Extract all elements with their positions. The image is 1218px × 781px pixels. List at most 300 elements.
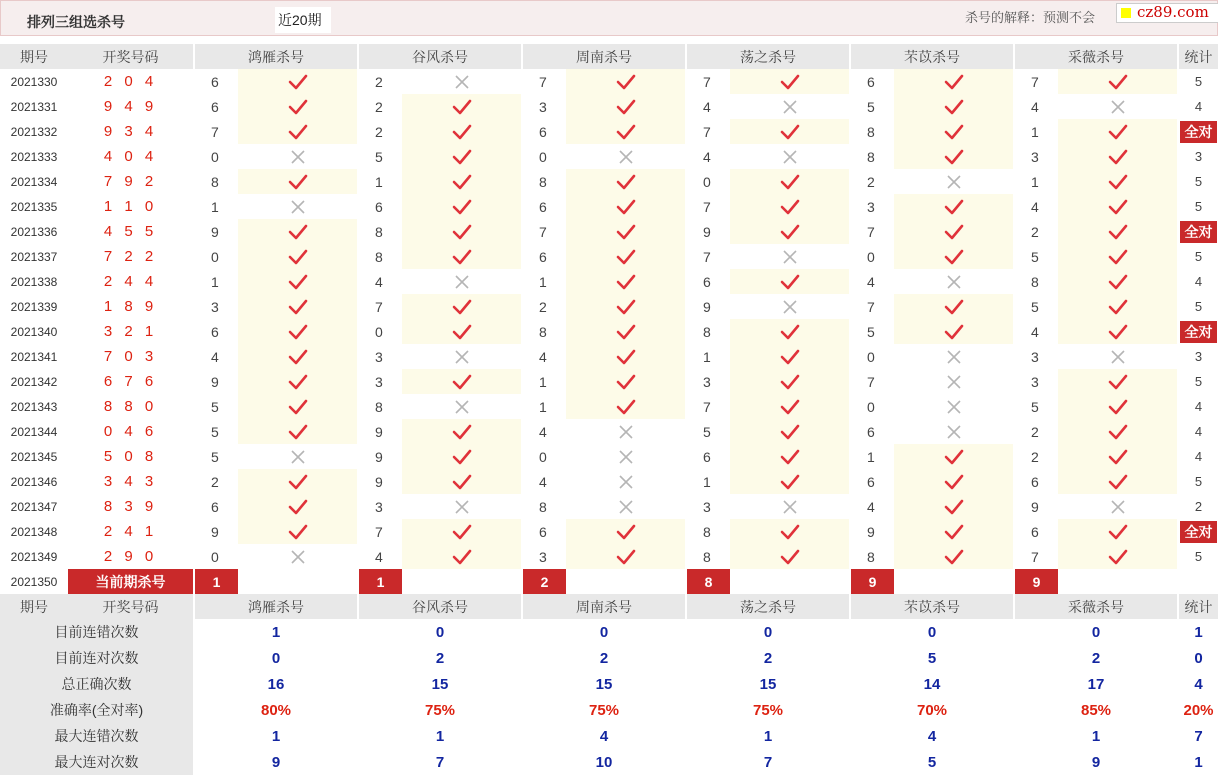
summary-stat: 0 [1178,645,1218,671]
check-icon [566,394,686,419]
cross-mark [946,399,962,415]
kill-number: 6 [358,194,402,219]
kill-number: 9 [194,219,238,244]
kill-number: 2 [850,169,894,194]
summary-label: 最大连对次数 [0,749,194,775]
draw-number: 3 4 3 [103,473,158,490]
cross-icon [566,494,686,519]
check-mark [944,74,964,90]
check-icon [1058,144,1178,169]
kill-number: 4 [1014,319,1058,344]
check-icon [238,419,358,444]
kill-number: 7 [522,69,566,94]
kill-number-table [0,44,1218,775]
draw-number: 5 0 8 [103,448,158,465]
check-mark [1108,274,1128,290]
check-mark [452,424,472,440]
cross-mark [454,74,470,90]
check-mark [616,374,636,390]
check-icon [894,219,1014,244]
current-kill-blank [730,569,850,594]
cross-mark [946,424,962,440]
summary-label: 准确率(全对率) [0,697,194,723]
summary-value: 4 [522,723,686,749]
check-icon [894,144,1014,169]
summary-row [0,671,1218,697]
kill-number: 7 [686,394,730,419]
row-stat: 4 [1178,419,1218,444]
kill-number: 2 [1014,419,1058,444]
kill-number: 0 [358,319,402,344]
check-icon [238,244,358,269]
kill-number: 0 [686,169,730,194]
cross-icon [1058,94,1178,119]
cross-icon [402,69,522,94]
issue-number: 2021340 [10,324,58,339]
check-mark [452,549,472,565]
row-stat [1178,519,1218,544]
check-icon [566,369,686,394]
check-icon [402,369,522,394]
all-correct-badge: 全对 [1180,121,1217,143]
check-mark [1108,374,1128,390]
kill-number: 6 [194,494,238,519]
cross-icon [894,369,1014,394]
check-icon [730,544,850,569]
kill-number: 6 [194,94,238,119]
kill-number: 4 [522,419,566,444]
table-row [0,194,1218,219]
kill-number: 7 [686,244,730,269]
check-mark [1108,174,1128,190]
kill-number: 9 [358,419,402,444]
kill-number: 9 [686,219,730,244]
check-mark [288,99,308,115]
summary-value: 1 [1014,723,1178,749]
cross-mark [454,349,470,365]
check-icon [566,69,686,94]
kill-number: 7 [358,294,402,319]
cross-mark [618,424,634,440]
kill-number: 9 [194,519,238,544]
check-mark [288,249,308,265]
kill-number: 0 [194,544,238,569]
kill-number: 5 [850,319,894,344]
summary-label: 目前连错次数 [0,619,194,645]
kill-number: 8 [358,244,402,269]
check-mark [452,124,472,140]
kill-number: 8 [1014,269,1058,294]
check-mark [944,99,964,115]
check-icon [894,494,1014,519]
kill-number: 1 [194,194,238,219]
row-stat: 5 [1178,294,1218,319]
cross-icon [402,394,522,419]
check-icon [402,219,522,244]
cross-icon [894,419,1014,444]
draw-number: 8 8 0 [103,398,158,415]
check-mark [780,174,800,190]
check-mark [1108,449,1128,465]
table-row [0,169,1218,194]
summary-label: 目前连对次数 [0,645,194,671]
check-icon [238,394,358,419]
kill-number: 6 [850,469,894,494]
check-mark [944,499,964,515]
check-mark [1108,524,1128,540]
check-icon [730,519,850,544]
check-mark [616,549,636,565]
check-icon [402,469,522,494]
all-correct-badge: 全对 [1180,521,1217,543]
kill-number: 7 [1014,544,1058,569]
row-stat: 2 [1178,494,1218,519]
check-mark [288,274,308,290]
summary-stat: 1 [1178,619,1218,645]
kill-number: 4 [1014,194,1058,219]
summary-value: 1 [194,723,358,749]
check-mark [780,199,800,215]
check-mark [288,324,308,340]
header-expert-2: 谷风杀号 [358,594,522,619]
row-stat: 5 [1178,369,1218,394]
check-icon [1058,194,1178,219]
kill-number: 8 [522,494,566,519]
check-mark [1108,249,1128,265]
check-mark [452,174,472,190]
kill-number: 2 [358,94,402,119]
check-icon [566,319,686,344]
check-icon [402,169,522,194]
cross-icon [730,144,850,169]
check-icon [730,369,850,394]
check-icon [566,544,686,569]
check-icon [730,469,850,494]
cross-icon [238,144,358,169]
cross-mark [290,549,306,565]
issue-number: 2021349 [10,549,58,564]
kill-number: 5 [1014,244,1058,269]
header-expert-3: 周南杀号 [522,44,686,69]
draw-number: 9 4 9 [103,98,158,115]
check-mark [452,224,472,240]
row-stat: 5 [1178,469,1218,494]
kill-number: 7 [358,519,402,544]
cross-icon [566,419,686,444]
check-mark [288,524,308,540]
header-qi: 期号 [0,44,68,69]
site-logo[interactable] [1116,3,1218,23]
kill-number: 3 [686,369,730,394]
cross-mark [454,399,470,415]
summary-row [0,697,1218,723]
current-kill-blank [402,569,522,594]
kill-number: 8 [850,544,894,569]
check-icon [402,144,522,169]
table-row [0,344,1218,369]
header-expert-6: 采薇杀号 [1014,594,1178,619]
check-mark [1108,74,1128,90]
check-icon [402,119,522,144]
kill-number: 7 [850,219,894,244]
check-icon [402,244,522,269]
kill-number: 7 [686,194,730,219]
kill-number: 2 [194,469,238,494]
cross-icon [730,244,850,269]
header-row-2 [0,594,1218,619]
check-icon [730,319,850,344]
check-mark [616,249,636,265]
draw-number: 1 1 0 [103,198,158,215]
kill-number: 6 [850,419,894,444]
kill-number: 4 [850,494,894,519]
cross-mark [946,349,962,365]
current-kill-blank [566,569,686,594]
summary-value: 75% [686,697,850,723]
header-expert-5: 芣苡杀号 [850,594,1014,619]
summary-value: 2 [686,645,850,671]
kill-number: 1 [1014,119,1058,144]
check-icon [566,294,686,319]
cross-icon [1058,494,1178,519]
check-icon [1058,444,1178,469]
all-correct-badge: 全对 [1180,221,1217,243]
check-icon [730,119,850,144]
cross-icon [730,494,850,519]
check-mark [452,474,472,490]
summary-value: 15 [686,671,850,697]
check-mark [452,374,472,390]
check-icon [566,244,686,269]
summary-label: 最大连错次数 [0,723,194,749]
check-icon [402,544,522,569]
cross-mark [1110,499,1126,515]
cross-mark [618,449,634,465]
draw-number: 2 4 4 [103,273,158,290]
draw-number: 7 2 2 [103,248,158,265]
table-row [0,69,1218,94]
table-row [0,419,1218,444]
current-kill-number: 9 [1014,569,1058,594]
check-icon [894,519,1014,544]
check-icon [1058,369,1178,394]
check-icon [402,444,522,469]
cross-mark [946,374,962,390]
check-mark [1108,149,1128,165]
kill-number: 3 [1014,344,1058,369]
header-stat: 统计 [1178,44,1218,69]
cross-mark [782,299,798,315]
check-mark [616,224,636,240]
kill-number: 4 [358,269,402,294]
current-kill-number: 9 [850,569,894,594]
period-select[interactable]: 近20期 [275,7,331,33]
kill-number: 8 [686,319,730,344]
kill-number: 7 [194,119,238,144]
cross-icon [566,444,686,469]
cross-icon [238,444,358,469]
kill-number: 0 [850,394,894,419]
check-mark [616,74,636,90]
check-mark [288,474,308,490]
row-stat: 4 [1178,444,1218,469]
current-kill-number: 1 [194,569,238,594]
check-icon [730,219,850,244]
issue-number: 2021345 [10,449,58,464]
check-icon [402,194,522,219]
issue-number: 2021332 [10,124,58,139]
draw-number: 2 4 1 [103,523,158,540]
check-icon [238,494,358,519]
check-mark [780,549,800,565]
issue-number: 2021342 [10,374,58,389]
check-mark [452,199,472,215]
check-icon [730,444,850,469]
table-row [0,494,1218,519]
summary-value: 17 [1014,671,1178,697]
kill-number: 1 [850,444,894,469]
kill-number: 1 [522,394,566,419]
check-icon [566,269,686,294]
check-icon [566,169,686,194]
kill-number: 8 [522,319,566,344]
check-mark [616,199,636,215]
draw-number: 6 7 6 [103,373,158,390]
summary-value: 1 [686,723,850,749]
kill-number: 0 [194,144,238,169]
cross-icon [238,194,358,219]
cross-mark [1110,99,1126,115]
check-icon [1058,544,1178,569]
current-kill-blank [1058,569,1178,594]
summary-value: 75% [358,697,522,723]
issue-number: 2021339 [10,299,58,314]
cross-icon [894,394,1014,419]
check-icon [730,169,850,194]
check-mark [780,224,800,240]
check-mark [1108,424,1128,440]
check-icon [1058,469,1178,494]
check-icon [566,519,686,544]
check-icon [238,294,358,319]
check-icon [1058,319,1178,344]
kill-number: 0 [194,244,238,269]
draw-number: 0 4 6 [103,423,158,440]
logo-text: cz89.com [1137,3,1209,21]
header-kj: 开奖号码 [68,594,194,619]
check-mark [780,124,800,140]
row-stat: 5 [1178,169,1218,194]
kill-number: 6 [1014,519,1058,544]
cross-mark [782,149,798,165]
row-stat: 5 [1178,194,1218,219]
check-mark [452,449,472,465]
current-stat-blank [1178,569,1218,594]
kill-number: 8 [686,544,730,569]
issue-number: 2021346 [10,474,58,489]
cross-mark [618,499,634,515]
kill-number: 1 [358,169,402,194]
summary-value: 0 [522,619,686,645]
check-icon [1058,69,1178,94]
check-icon [566,219,686,244]
check-mark [288,174,308,190]
summary-value: 7 [686,749,850,775]
cross-mark [290,199,306,215]
header-qi: 期号 [0,594,68,619]
page-title: 排列三组选杀号 [27,14,125,30]
summary-value: 5 [850,749,1014,775]
row-stat [1178,219,1218,244]
summary-value: 1 [194,619,358,645]
summary-value: 75% [522,697,686,723]
summary-value: 80% [194,697,358,723]
cross-mark [290,449,306,465]
check-mark [780,424,800,440]
cross-icon [894,344,1014,369]
check-mark [944,549,964,565]
current-kill-blank [238,569,358,594]
kill-number: 5 [1014,394,1058,419]
kill-number: 3 [358,344,402,369]
cross-mark [618,149,634,165]
summary-stat: 1 [1178,749,1218,775]
kill-number: 3 [358,369,402,394]
kill-number: 6 [522,194,566,219]
all-correct-badge: 全对 [1180,321,1217,343]
check-icon [730,394,850,419]
check-mark [944,149,964,165]
row-stat: 4 [1178,394,1218,419]
table-row [0,519,1218,544]
summary-value: 85% [1014,697,1178,723]
kill-number: 1 [522,369,566,394]
draw-number: 1 8 9 [103,298,158,315]
cross-mark [290,149,306,165]
draw-number: 9 3 4 [103,123,158,140]
summary-value: 14 [850,671,1014,697]
check-mark [780,374,800,390]
header-kj: 开奖号码 [68,44,194,69]
cross-mark [782,499,798,515]
summary-row [0,645,1218,671]
logo-square-icon [1121,8,1131,18]
summary-value: 10 [522,749,686,775]
check-icon [1058,219,1178,244]
issue-number: 2021331 [10,99,58,114]
kill-number: 7 [1014,69,1058,94]
kill-number: 6 [522,244,566,269]
row-stat [1178,319,1218,344]
draw-number: 3 2 1 [103,323,158,340]
check-icon [402,294,522,319]
cross-icon [1058,344,1178,369]
kill-number: 3 [1014,144,1058,169]
check-icon [894,294,1014,319]
check-mark [288,424,308,440]
check-icon [730,419,850,444]
check-mark [1108,299,1128,315]
header-stat: 统计 [1178,594,1218,619]
check-icon [730,194,850,219]
table-row [0,469,1218,494]
check-mark [616,399,636,415]
check-mark [616,99,636,115]
table-row [0,219,1218,244]
check-mark [452,524,472,540]
issue-number: 2021341 [10,349,58,364]
summary-row [0,723,1218,749]
